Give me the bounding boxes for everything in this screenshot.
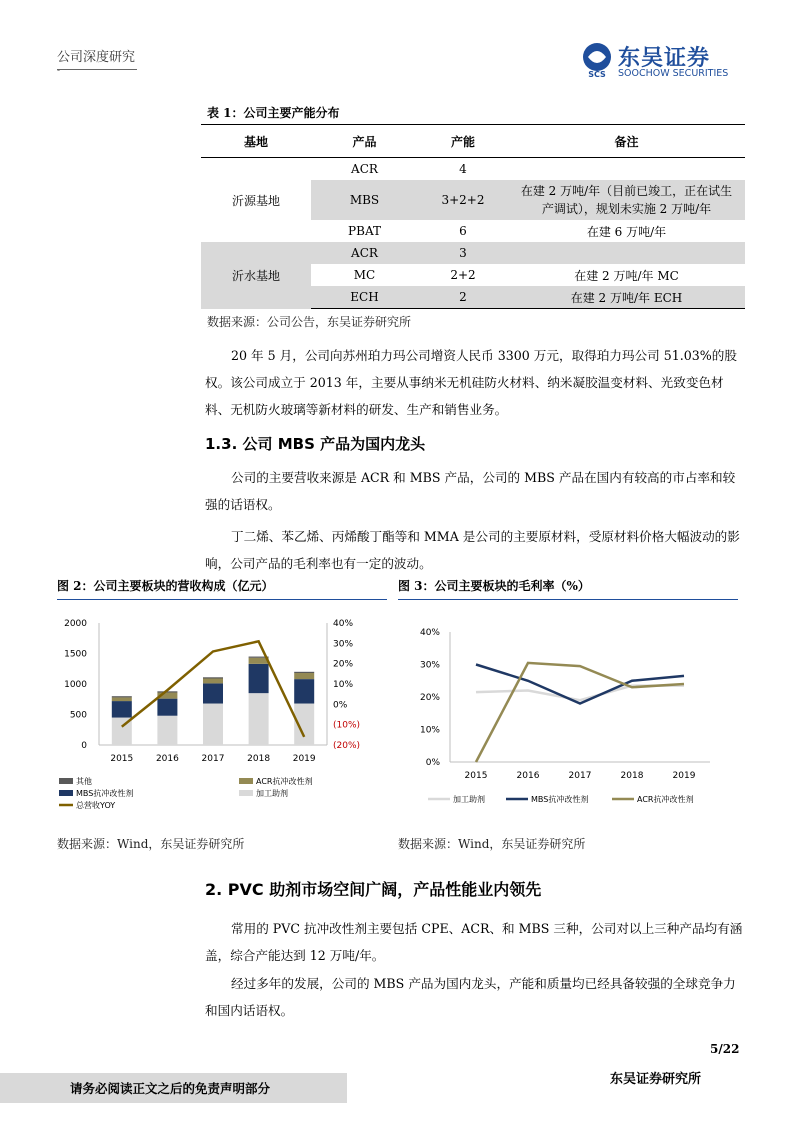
x-tick-label: 2019: [292, 754, 316, 764]
bar-segment: [249, 664, 269, 693]
fig2-source: 数据来源：Wind，东吴证券研究所: [57, 837, 245, 851]
bar-segment: [249, 693, 269, 745]
legend-label: 加工助剂: [256, 789, 288, 798]
x-tick-label: 2017: [201, 754, 225, 764]
y-tick-label: 1500: [64, 649, 87, 660]
paragraph-4: 常用的 PVC 抗冲改性剂主要包括 CPE、ACR、和 MBS 三种，公司对以上三种产品均有涵盖，综合产能达到 12 万吨/年。: [205, 921, 743, 963]
legend-swatch: [59, 790, 73, 796]
bar-segment: [294, 673, 314, 679]
bar-segment: [203, 683, 223, 703]
y2-tick-label: 10%: [333, 680, 354, 690]
header-section-label: 公司深度研究: [57, 46, 137, 70]
section-2-heading: 2. PVC 助剂市场空间广阔，产品性能业内领先: [205, 880, 542, 899]
note-cell: [508, 242, 745, 264]
logo-chinese-name: 东吴证券: [618, 46, 711, 71]
y2-tick-label: (10%): [333, 720, 361, 731]
legend-label: ACR抗冲改性剂: [256, 777, 313, 786]
logo-mark-text: SCS: [588, 70, 606, 79]
y-tick-label: 30%: [419, 660, 440, 671]
x-tick-label: 2018: [247, 754, 271, 764]
base-cell: 沂水基地: [201, 242, 311, 309]
legend-swatch: [239, 790, 253, 796]
paragraph-5: 经过多年的发展，公司的 MBS 产品为国内龙头，产能和质量均已经具备较强的全球竞争力和国内话语权。: [205, 976, 736, 1018]
bar-segment: [294, 679, 314, 703]
note-cell: [508, 158, 745, 181]
header-dash: -: [57, 66, 61, 76]
fig3-title: 图 3：公司主要板块的毛利率（%）: [398, 577, 738, 600]
product-cell: ECH: [311, 286, 418, 309]
fig3-source: 数据来源：Wind，东吴证券研究所: [398, 837, 586, 851]
note-cell: 在建 2 万吨/年 ECH: [508, 286, 745, 309]
x-tick-label: 2016: [155, 754, 179, 764]
y2-tick-label: 20%: [333, 659, 354, 670]
paragraph-3: 丁二烯、苯乙烯、丙烯酸丁酯等和 MMA 是公司的主要原材料，受原材料价格大幅波动的影响，公司产品的毛利率也有一定的波动。: [205, 529, 740, 571]
bar-segment: [157, 716, 177, 745]
x-tick-label: 2017: [568, 771, 592, 781]
table-row: [201, 158, 745, 181]
product-cell: ACR: [351, 162, 378, 176]
x-tick-label: 2018: [620, 771, 644, 781]
capacity-cell: 2+2: [450, 268, 476, 282]
table-header-product: 产品: [311, 125, 418, 158]
y2-tick-label: 30%: [333, 639, 354, 650]
bar-segment: [112, 697, 132, 701]
capacity-cell: 6: [459, 224, 467, 238]
y-tick-label: 1000: [64, 680, 87, 690]
y-tick-label: 10%: [419, 725, 440, 736]
note-cell: 在建 6 万吨/年: [586, 224, 667, 239]
logo-english-name: SOOCHOW SECURITIES: [618, 68, 729, 79]
note-cell: 在建 2 万吨/年（目前已竣工，正在试生产调试），规划未实施 2 万吨/年: [508, 180, 745, 220]
table1-title: 表 1：公司主要产能分布: [207, 106, 340, 120]
footer-disclaimer: 请务必阅读正文之后的免责声明部分: [70, 1081, 271, 1096]
revenue-composition-chart: [57, 605, 387, 825]
capacity-cell: 2: [418, 286, 508, 309]
y-tick-label: 500: [69, 710, 87, 721]
legend-label: ACR抗冲改性剂: [637, 795, 694, 804]
table-header-base: 基地: [201, 125, 311, 158]
legend-label: 加工助剂: [453, 795, 485, 804]
x-tick-label: 2015: [110, 754, 134, 764]
legend-label: 其他: [76, 777, 92, 786]
bar-segment: [203, 704, 223, 745]
fig2-title: 图 2：公司主要板块的营收构成（亿元）: [57, 577, 387, 600]
y2-tick-label: 0%: [333, 700, 348, 711]
bar-segment: [203, 679, 223, 684]
x-tick-label: 2015: [464, 771, 488, 781]
series-line: [476, 686, 684, 701]
legend-label: 总营收YOY: [76, 801, 116, 810]
bar-segment: [294, 672, 314, 673]
page-number: 5/22: [710, 1042, 740, 1056]
capacity-cell: 4: [459, 162, 467, 176]
y-tick-label: 0: [81, 741, 87, 751]
bar-segment: [112, 701, 132, 717]
paragraph-2: 公司的主要营收来源是 ACR 和 MBS 产品，公司的 MBS 产品在国内有较高的市占率和较强的话语权。: [205, 470, 736, 512]
table1-source: 数据来源：公司公告，东吴证券研究所: [207, 315, 412, 329]
y-tick-label: 40%: [419, 628, 440, 638]
product-cell: PBAT: [348, 224, 381, 238]
company-logo: [578, 41, 738, 81]
series-line: [476, 665, 684, 704]
x-tick-label: 2016: [516, 771, 540, 781]
base-cell: 沂源基地: [231, 193, 280, 208]
y2-tick-label: (20%): [333, 741, 361, 751]
table-row: [201, 242, 745, 264]
bar-segment: [203, 677, 223, 678]
capacity-cell: 3+2+2: [418, 180, 508, 220]
legend-swatch: [59, 778, 73, 784]
capacity-table: [201, 124, 745, 309]
paragraph-1: 20 年 5 月，公司向苏州珀力玛公司增资人民币 3300 万元，取得珀力玛公司 51.03%的股权。该公司成立于 2013 年，主要从事纳米无机硅防火材料、纳米凝胶温变材料、光致变色材料、无机防火玻璃等新材料的研发、生产和销售业务。: [205, 348, 737, 417]
product-cell: MC: [353, 268, 376, 282]
legend-label: MBS抗冲改性剂: [76, 789, 134, 798]
legend-swatch: [239, 778, 253, 784]
footer-org: 东吴证券研究所: [610, 1072, 702, 1087]
section-1-3-heading: 1.3. 公司 MBS 产品为国内龙头: [205, 435, 426, 453]
bar-segment: [112, 696, 132, 697]
logo-mark-icon: [578, 41, 616, 79]
table-header-capacity: 产能: [418, 125, 508, 158]
gross-margin-chart: [398, 605, 738, 825]
y-tick-label: 20%: [419, 693, 440, 703]
x-tick-label: 2019: [672, 771, 696, 781]
y-tick-label: 0%: [425, 758, 440, 768]
y-tick-label: 2000: [64, 619, 87, 629]
bar-segment: [157, 699, 177, 716]
y2-tick-label: 40%: [333, 619, 354, 629]
product-cell: MBS: [311, 180, 418, 220]
table-header-note: 备注: [508, 125, 745, 158]
product-cell: ACR: [311, 242, 418, 264]
capacity-cell: 3: [418, 242, 508, 264]
note-cell: 在建 2 万吨/年 MC: [574, 268, 679, 283]
legend-label: MBS抗冲改性剂: [531, 795, 589, 804]
